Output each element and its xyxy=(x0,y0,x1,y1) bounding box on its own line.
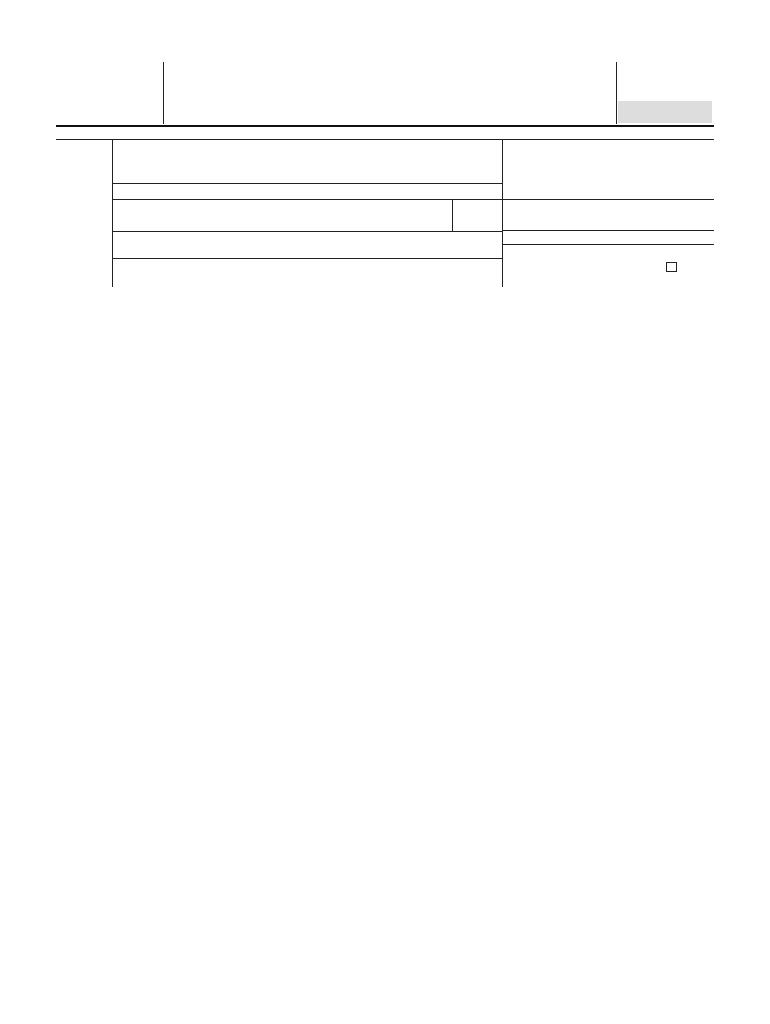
group-return-yes-checkbox[interactable] xyxy=(666,262,677,272)
